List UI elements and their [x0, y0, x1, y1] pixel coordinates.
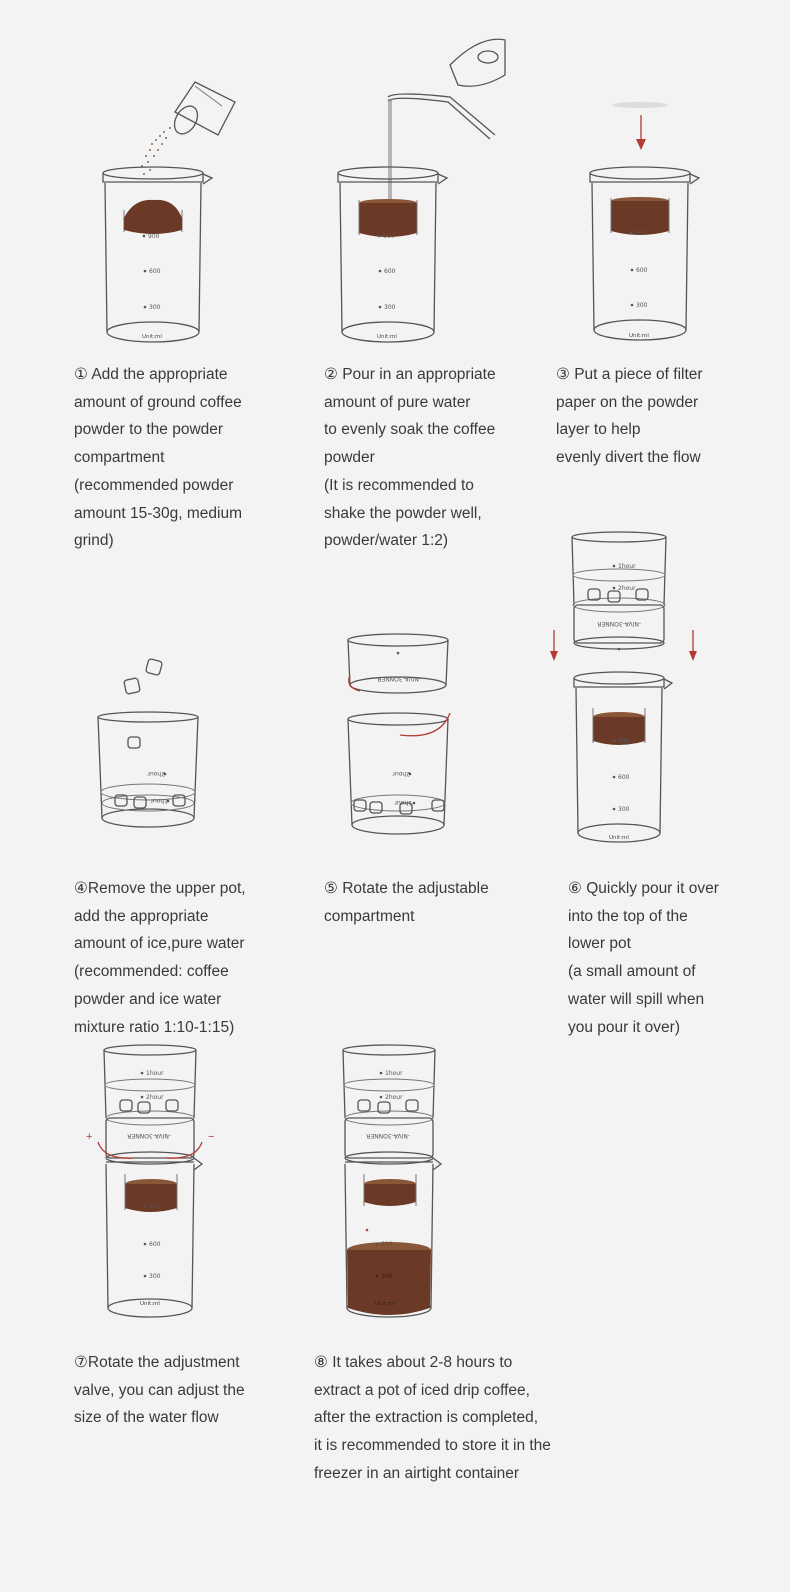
mark-2hour: 2hour: [392, 770, 410, 777]
step-5-illustration: [340, 625, 470, 850]
down-arrow-icon: [636, 115, 646, 150]
mark-900: 900: [149, 1203, 161, 1210]
mark-900: 900: [148, 233, 160, 240]
kettle-icon: [388, 39, 505, 139]
brand-mark: -NIVA-3ONNER: [366, 1132, 410, 1139]
brand-mark: -NIVA-3ONNER: [377, 675, 421, 682]
step-2-caption: ② Pour in an appropriate amount of pure water to evenly soak the coffee powder (It is recommended to shake the powder well, powder/water 1:2): [324, 366, 496, 550]
mark-2hour: 2hour: [618, 585, 636, 592]
brand-mark: -NIVA-3ONNER: [127, 1132, 171, 1139]
down-arrow-icon: [550, 630, 697, 661]
step-7-illustration: [84, 1040, 234, 1335]
coffee-canister-icon: [170, 82, 235, 138]
mark-300: 300: [384, 304, 396, 311]
mark-1hour: 1hour: [618, 563, 636, 570]
mark-600: 600: [149, 268, 161, 275]
mark-300: 300: [636, 302, 648, 309]
unit-label: Unit:ml: [609, 835, 629, 841]
mark-300: 300: [149, 304, 161, 311]
step-6-caption: ⑥ Quickly pour it over into the top of the lower pot (a small amount of water will spill when you pour it over): [568, 880, 719, 1036]
step-4-caption: ④Remove the upper pot, add the appropriate amount of ice,pure water (recommended: coffee powder and ice water mixture ratio 1:10-1:15): [74, 880, 246, 1036]
mark-300: 300: [618, 806, 630, 813]
unit-label: Unit:ml: [142, 334, 162, 340]
step-3-illustration: [580, 95, 710, 355]
assembled-dripper-icon: [104, 1045, 196, 1164]
mark-600: 600: [618, 774, 630, 781]
minus-sign: −: [208, 1131, 215, 1143]
mark-1hour: 1hour: [385, 1070, 403, 1077]
step-1-illustration: [90, 70, 240, 350]
upper-pot-icon: [98, 712, 198, 827]
mark-900: 900: [383, 233, 395, 240]
step-1-caption: ① Add the appropriate amount of ground coffee powder to the powder compartment (recommended powder amount 15-30g, medium grind): [74, 366, 243, 550]
step-2-illustration: [330, 35, 510, 350]
unit-label: Unit:ml: [629, 333, 649, 339]
drip-drop: [366, 1229, 369, 1232]
soaked-coffee-icon: [359, 199, 417, 237]
assembled-dripper-icon: [343, 1045, 435, 1164]
mark-600: 600: [384, 268, 396, 275]
filter-paper-icon: [612, 102, 668, 108]
mark-2hour: 2hour: [147, 770, 165, 777]
glass-jar-icon: [103, 167, 212, 342]
step-3-caption: ③ Put a piece of filter paper on the powder layer to help evenly divert the flow: [556, 366, 703, 467]
mark-1hour: 1hour: [150, 797, 168, 804]
mark-2hour: 2hour: [385, 1094, 403, 1101]
rotate-arrow-icon: [98, 1142, 202, 1158]
coffee-grounds-icon: [124, 200, 182, 234]
mark-2hour: 2hour: [146, 1094, 164, 1101]
mark-900: 900: [618, 738, 630, 745]
unit-label: Unit:ml: [377, 334, 397, 340]
unit-label: Unit:ml: [140, 1301, 160, 1307]
ice-cube-icon: [124, 658, 163, 694]
step-6-illustration: [548, 525, 718, 860]
step-8-illustration: [332, 1040, 462, 1335]
mark-600: 600: [149, 1241, 161, 1248]
glass-jar-icon: [338, 167, 447, 342]
adjustable-compartment-icon: [348, 634, 448, 693]
step-4-illustration: [90, 655, 210, 850]
step-8-caption: ⑧ It takes about 2-8 hours to extract a pot of iced drip coffee, after the extraction is completed, it is recommended to store it in the freezer in an airtight container: [314, 1354, 551, 1482]
mark-1hour: 1hour: [146, 1070, 164, 1077]
plus-sign: +: [86, 1131, 93, 1143]
step-7-caption: ⑦Rotate the adjustment valve, you can adjust the size of the water flow: [74, 1354, 245, 1427]
mark-900: 900: [635, 230, 647, 237]
mark-600: 600: [381, 1241, 393, 1248]
coffee-layer-icon: [364, 1174, 416, 1206]
mark-300: 300: [381, 1273, 393, 1280]
glass-jar-icon: [574, 672, 672, 842]
mark-1hour: 1hour: [394, 799, 412, 806]
brand-mark: -NIVA-3ONNER: [597, 620, 641, 627]
mark-600: 600: [636, 267, 648, 274]
mark-300: 300: [149, 1273, 161, 1280]
unit-label: Unit:ml: [375, 1301, 395, 1307]
step-5-caption: ⑤ Rotate the adjustable compartment: [324, 880, 489, 925]
glass-jar-icon: [590, 167, 699, 340]
